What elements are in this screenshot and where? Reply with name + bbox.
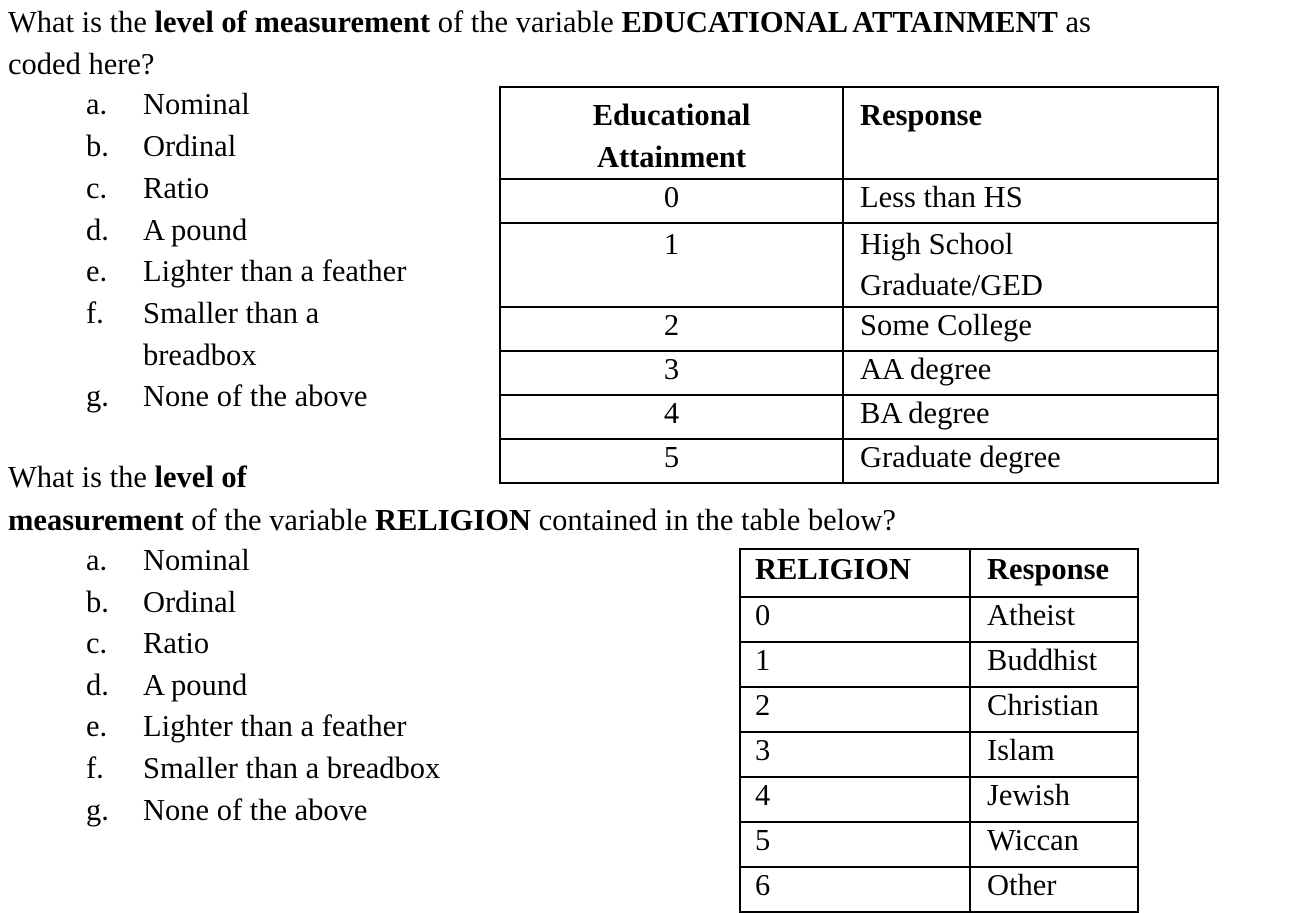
code-cell: 3 bbox=[740, 732, 970, 777]
table-row bbox=[500, 395, 1218, 439]
response-cell: Jewish bbox=[970, 777, 1138, 822]
table-header-row bbox=[500, 87, 1218, 179]
code-cell: 2 bbox=[500, 307, 843, 351]
table-header-row bbox=[740, 549, 1138, 597]
q1-question-line2: coded here? bbox=[8, 47, 155, 81]
header-response: Response bbox=[843, 87, 1218, 179]
code-cell: 4 bbox=[500, 395, 843, 439]
response-cell: Christian bbox=[970, 687, 1138, 732]
response-cell: Some College bbox=[843, 307, 1218, 351]
q2-question-line1: What is the level of bbox=[8, 460, 247, 494]
response-cell: Less than HS bbox=[843, 179, 1218, 223]
response-cell: Buddhist bbox=[970, 642, 1138, 687]
code-cell: 4 bbox=[740, 777, 970, 822]
education-table bbox=[499, 86, 1219, 484]
response-cell: Other bbox=[970, 867, 1138, 912]
header-religion: RELIGION bbox=[740, 549, 970, 597]
code-cell: 3 bbox=[500, 351, 843, 395]
code-cell: 0 bbox=[740, 597, 970, 642]
response-cell: High School Graduate/GED bbox=[843, 223, 1218, 307]
table-row bbox=[740, 777, 1138, 822]
table-row bbox=[500, 351, 1218, 395]
religion-table bbox=[739, 548, 1139, 913]
response-cell: BA degree bbox=[843, 395, 1218, 439]
code-cell: 2 bbox=[740, 687, 970, 732]
table-row bbox=[740, 867, 1138, 912]
table-row bbox=[740, 642, 1138, 687]
code-cell: 1 bbox=[740, 642, 970, 687]
q2-question-line2: measurement of the variable RELIGION contained in the table below? bbox=[8, 503, 896, 537]
header-educational-attainment: Educational Attainment bbox=[500, 87, 843, 179]
table-row bbox=[740, 822, 1138, 867]
code-cell: 6 bbox=[740, 867, 970, 912]
code-cell: 5 bbox=[500, 439, 843, 483]
code-cell: 1 bbox=[500, 223, 843, 307]
code-cell: 0 bbox=[500, 179, 843, 223]
code-cell: 5 bbox=[740, 822, 970, 867]
response-cell: Wiccan bbox=[970, 822, 1138, 867]
response-cell: Graduate degree bbox=[843, 439, 1218, 483]
response-cell: Islam bbox=[970, 732, 1138, 777]
table-row bbox=[500, 223, 1218, 307]
table-row bbox=[500, 439, 1218, 483]
table-row bbox=[740, 687, 1138, 732]
q1-question-line1: What is the level of measurement of the variable EDUCATIONAL ATTAINMENT as bbox=[8, 5, 1091, 39]
table-row bbox=[740, 597, 1138, 642]
table-row bbox=[500, 179, 1218, 223]
table-row bbox=[740, 732, 1138, 777]
header-response: Response bbox=[970, 549, 1138, 597]
response-cell: AA degree bbox=[843, 351, 1218, 395]
response-cell: Atheist bbox=[970, 597, 1138, 642]
table-row bbox=[500, 307, 1218, 351]
